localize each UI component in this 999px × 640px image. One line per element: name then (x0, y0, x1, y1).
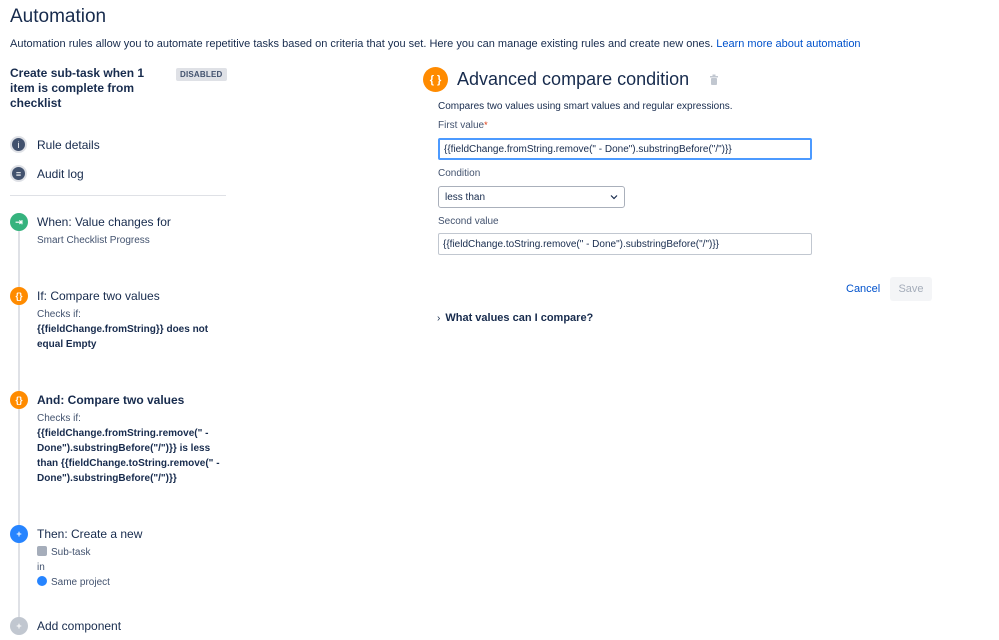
step-if-title[interactable]: If: Compare two values (37, 289, 160, 303)
step-and-detail (37, 411, 227, 486)
braces-icon: { } (423, 67, 448, 92)
panel-description: Compares two values using smart values and regular expressions. (438, 101, 733, 112)
first-value-label (438, 120, 488, 131)
braces-icon: {} (10, 287, 28, 305)
chevron-right-icon: › (437, 312, 441, 324)
condition-label: Condition (438, 168, 481, 179)
learn-more-link[interactable]: Learn more about automation (716, 38, 861, 50)
rule-title: Create sub-task when 1 item is complete from checklist (10, 66, 145, 110)
what-values-expander[interactable] (437, 312, 593, 324)
step-when-subtitle: Smart Checklist Progress (37, 235, 150, 246)
condition-select[interactable] (438, 186, 625, 208)
panel-title: Advanced compare condition (457, 69, 690, 89)
step-then-issue-type-label: Sub-task (51, 547, 91, 558)
step-if-condition: {{fieldChange.fromString}} does not equal Empty (37, 324, 209, 350)
step-if-checks-label: Checks if: (37, 309, 81, 320)
status-badge: DISABLED (176, 68, 227, 81)
required-marker: * (484, 120, 488, 130)
add-component-button[interactable]: Add component (37, 619, 122, 633)
step-when-title[interactable]: When: Value changes for (37, 215, 171, 229)
trigger-icon: ⇥ (10, 213, 28, 231)
step-then-detail (37, 545, 227, 590)
step-then-title[interactable]: Then: Create a new (37, 527, 143, 541)
step-and-title[interactable]: And: Compare two values (37, 393, 185, 407)
page-description-text: Automation rules allow you to automate repetitive tasks based on criteria that you set. Here you can manage existing rules and create new ones. (10, 38, 714, 50)
nav-audit-log-label: Audit log (37, 166, 84, 181)
nav-rule-details-label: Rule details (37, 137, 100, 152)
nav-audit-log[interactable] (10, 165, 84, 182)
cancel-button[interactable]: Cancel (846, 283, 881, 295)
step-if-detail (37, 307, 227, 352)
condition-select-value: less than (445, 191, 486, 203)
subtask-icon (37, 546, 47, 556)
page-title: Automation (10, 6, 107, 27)
braces-icon: {} (10, 391, 28, 409)
step-then-issue-type (37, 545, 227, 560)
sidebar-divider (10, 195, 226, 196)
chevron-down-icon (610, 193, 618, 201)
save-button[interactable]: Save (890, 277, 932, 301)
second-value-label: Second value (438, 216, 499, 227)
step-and-condition: {{fieldChange.fromString.remove(" - Done").substringBefore("/")}} is less than {{fieldChange.toString.remove(" - Done").substringBefore("/")}} (37, 428, 220, 484)
timeline-line (18, 225, 20, 630)
page-description (10, 38, 861, 50)
plus-icon: + (10, 617, 28, 635)
second-value-input[interactable] (438, 233, 812, 255)
plus-icon: + (10, 525, 28, 543)
trash-icon[interactable] (708, 74, 720, 86)
info-icon: i (10, 136, 27, 153)
what-values-expander-label: What values can I compare? (445, 312, 594, 324)
list-icon: ≡ (10, 165, 27, 182)
step-then-project-label: Same project (51, 577, 110, 588)
step-then-in-label: in (37, 562, 45, 573)
nav-rule-details[interactable] (10, 136, 100, 153)
first-value-input[interactable] (438, 138, 812, 160)
step-and-checks-label: Checks if: (37, 413, 81, 424)
project-icon (37, 576, 47, 586)
step-then-project (37, 575, 227, 590)
first-value-label-text: First value (438, 120, 485, 131)
